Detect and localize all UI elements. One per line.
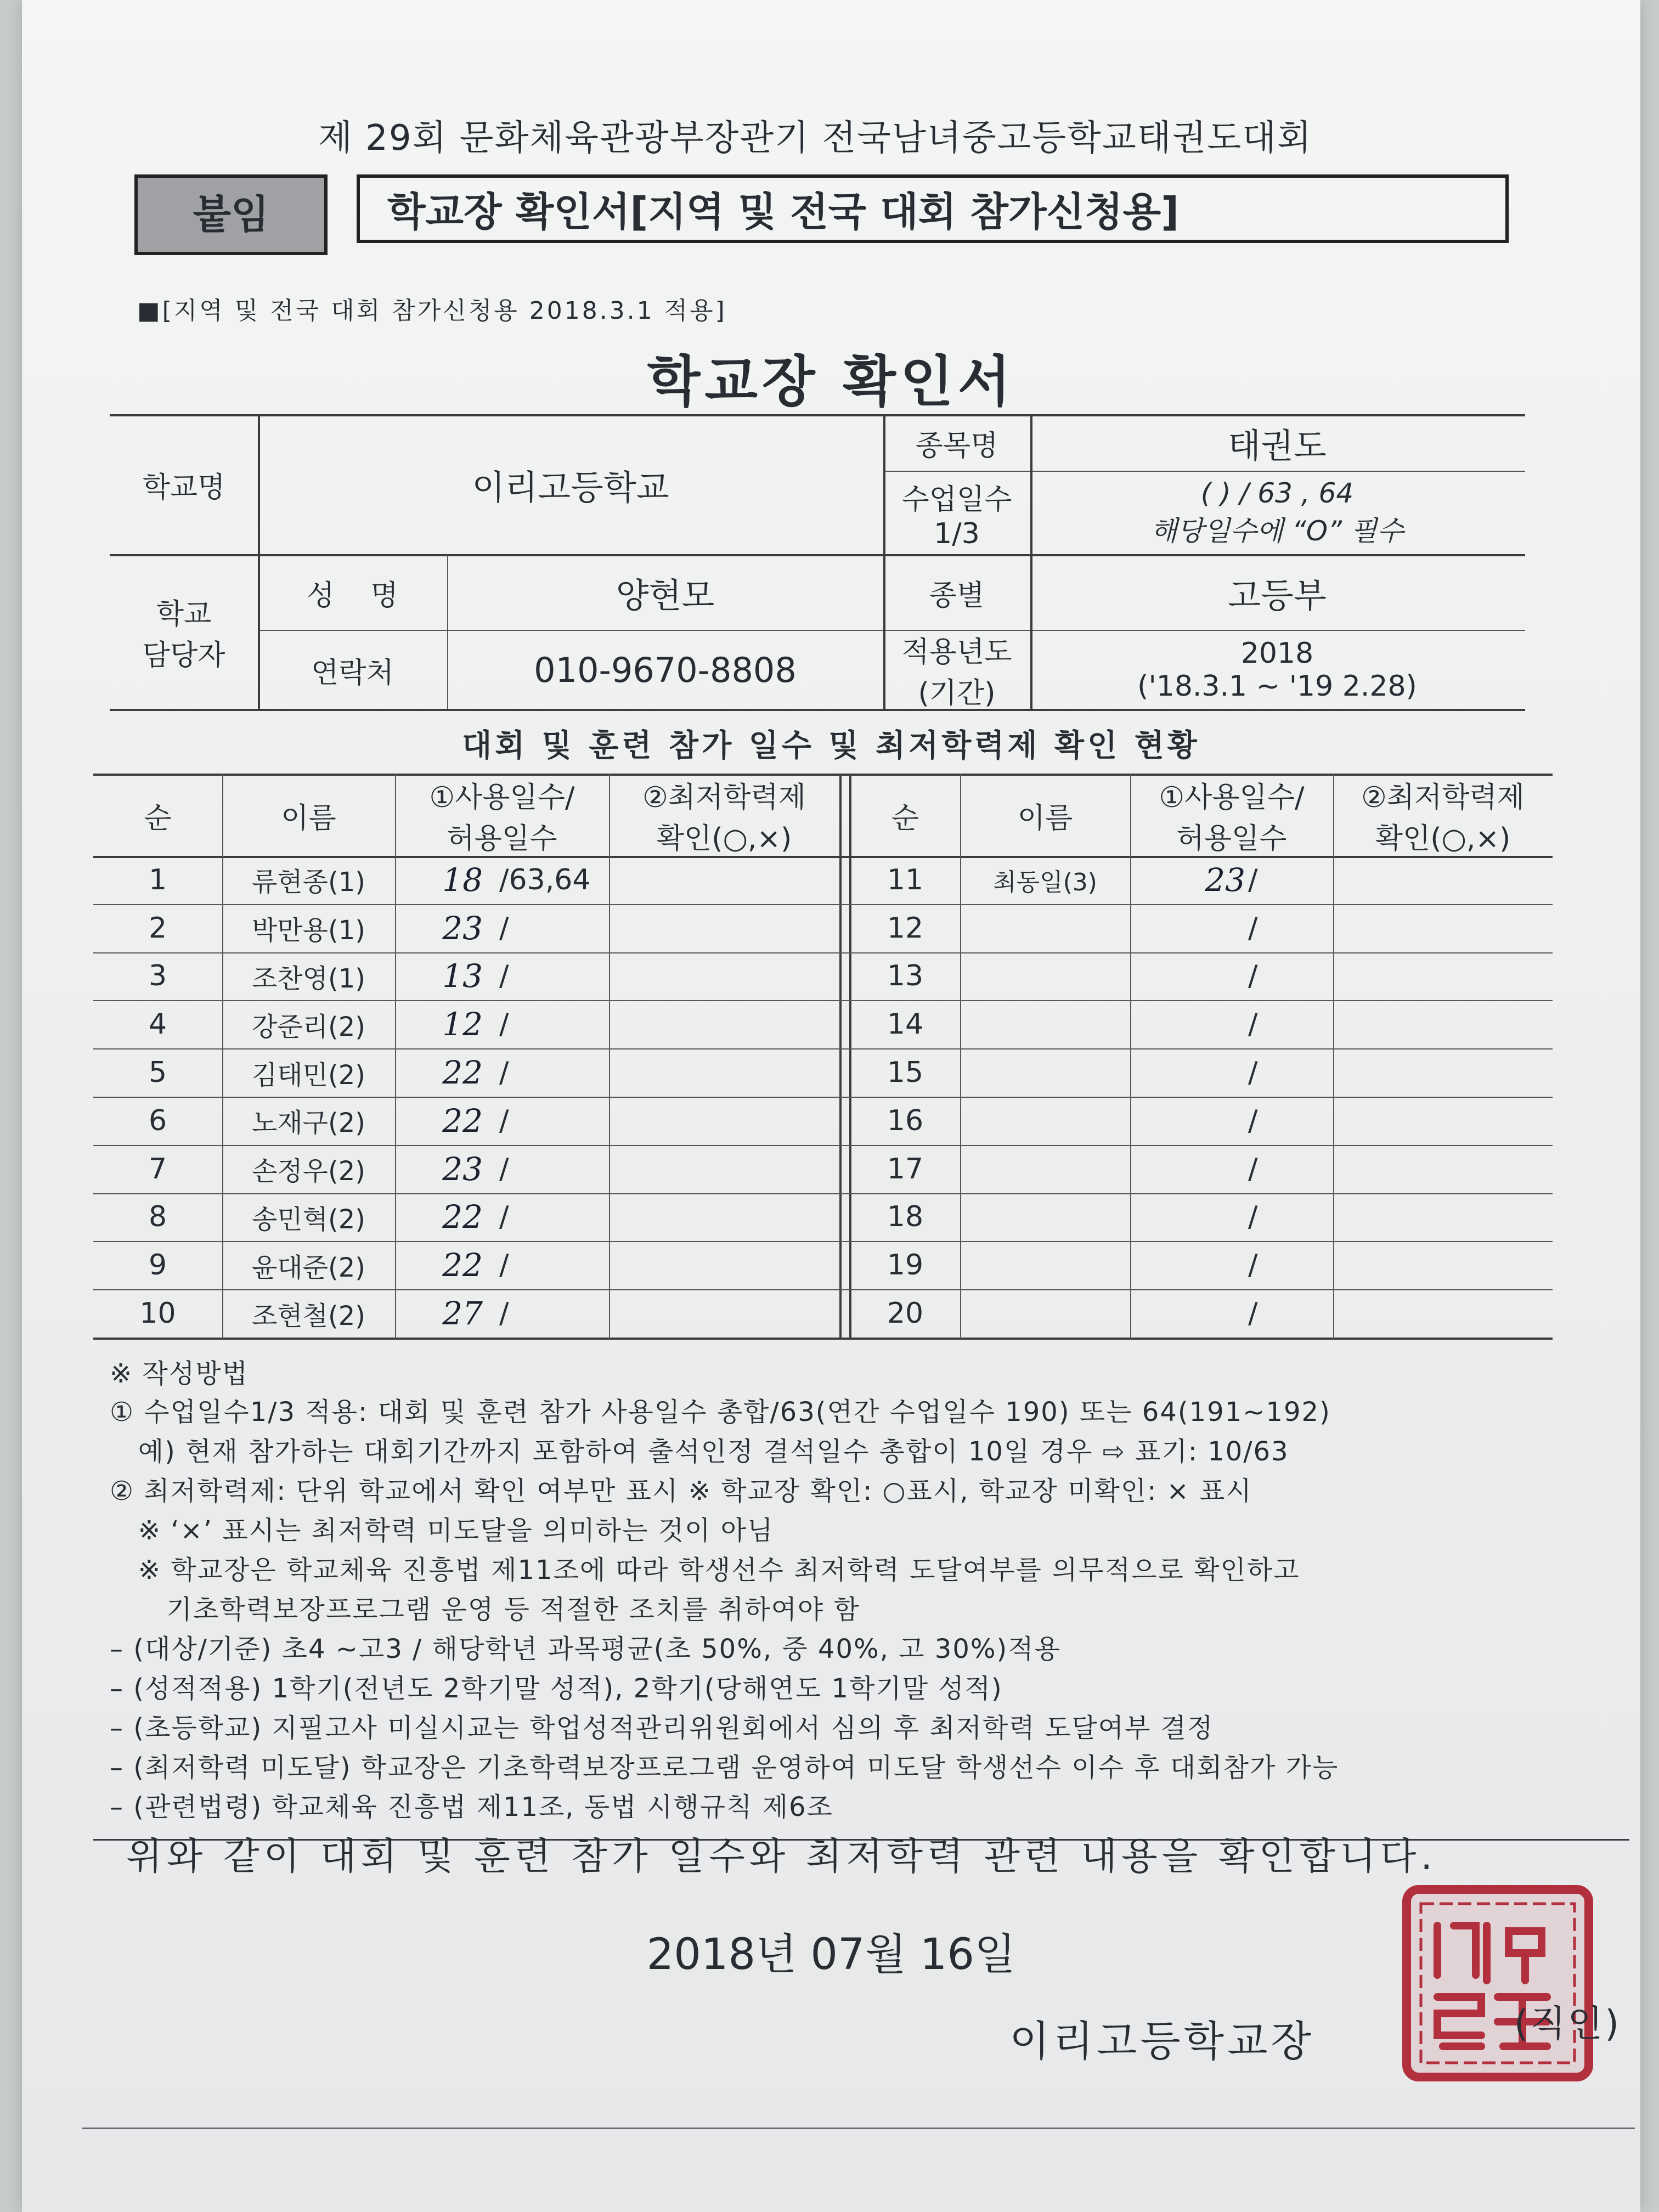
attachment-tag: 붙임 bbox=[134, 174, 328, 255]
row-number: 2 bbox=[148, 911, 167, 945]
document-title: 학교장 확인서 bbox=[647, 349, 1015, 414]
class-days-note: 해당일수에 “O” 필수 bbox=[1150, 515, 1404, 547]
used-days-handwritten bbox=[1130, 1241, 1245, 1289]
method-line: – (성적적용) 1학기(전년도 2학기말 성적), 2학기(당해연도 1학기말 성적) bbox=[110, 1673, 1003, 1704]
period-label bbox=[883, 631, 1030, 709]
contact-label-line2: 담당자 bbox=[142, 639, 225, 672]
class-days-label-line2: 1/3 bbox=[934, 517, 980, 550]
row-number: 11 bbox=[887, 863, 924, 896]
row-number: 7 bbox=[148, 1152, 167, 1186]
student-name: 손정우(2) bbox=[251, 1156, 366, 1187]
method-line: ② 최저학력제: 단위 학교에서 확인 여부만 표시 ※ 학교장 확인: ○표시, 학교장 미확인: × 표시 bbox=[110, 1476, 1252, 1506]
allowed-days: / bbox=[1248, 1297, 1258, 1330]
row-number: 13 bbox=[887, 960, 924, 993]
header-check-left-line2: 확인(○,×) bbox=[656, 822, 792, 855]
allowed-days: /63,64 bbox=[499, 863, 591, 896]
method-line: ※ 학교장은 학교체육 진흥법 제11조에 따라 학생선수 최저학력 도달여부를 의무적으로 확인하고 bbox=[110, 1555, 1300, 1585]
used-days-handwritten bbox=[1130, 1097, 1245, 1145]
row-number: 1 bbox=[148, 863, 167, 896]
school-name-value: 이리고등학교 bbox=[472, 467, 669, 507]
issue-date: 2018년 07월 16일 bbox=[646, 1930, 1016, 1979]
row-number: 20 bbox=[887, 1297, 924, 1330]
academic-check-cell bbox=[609, 952, 839, 1001]
header-days-left-line2: 허용일수 bbox=[447, 822, 557, 855]
allowed-days: / bbox=[1248, 1056, 1258, 1090]
academic-check-cell bbox=[1333, 1289, 1553, 1338]
used-days-handwritten: 22 bbox=[442, 1198, 483, 1236]
method-line: – (대상/기준) 초4 ~고3 / 해당학년 과목평균(초 50%, 중 40%, 고 30%)적용 bbox=[110, 1634, 1061, 1664]
row-number: 14 bbox=[887, 1008, 924, 1041]
allowed-days: / bbox=[499, 911, 509, 945]
phone-label: 연락처 bbox=[311, 656, 394, 690]
academic-check-cell bbox=[609, 856, 839, 904]
row-number: 17 bbox=[887, 1152, 924, 1186]
header-name-right: 이름 bbox=[1017, 802, 1073, 835]
row-number: 5 bbox=[148, 1056, 167, 1090]
student-name: 조찬영(1) bbox=[251, 963, 366, 994]
academic-check-cell bbox=[609, 904, 839, 952]
header-check-left-line1: ②최저학력제 bbox=[642, 781, 806, 814]
used-days-handwritten bbox=[1130, 1048, 1245, 1097]
period-range: ('18.3.1 ~ '19 2.28) bbox=[1137, 670, 1417, 703]
student-name: 송민혁(2) bbox=[251, 1204, 366, 1235]
row-number: 18 bbox=[887, 1200, 924, 1234]
allowed-days: / bbox=[1248, 1008, 1258, 1041]
student-name: 류현종(1) bbox=[251, 867, 366, 898]
row-number: 8 bbox=[148, 1200, 167, 1234]
academic-check-cell bbox=[609, 1000, 839, 1048]
allowed-days: / bbox=[1248, 911, 1258, 945]
division-value: 고등부 bbox=[1228, 575, 1327, 616]
confirmation-statement: 위와 같이 대회 및 훈련 참가 일수와 최저학력 관련 내용을 확인합니다. bbox=[126, 1835, 1437, 1878]
method-line: – (관련법령) 학교체육 진흥법 제11조, 동법 시행규칙 제6조 bbox=[110, 1792, 833, 1822]
event-value: 태권도 bbox=[1228, 426, 1327, 466]
header-check-right-line2: 확인(○,×) bbox=[1375, 822, 1511, 855]
row-number: 4 bbox=[148, 1008, 167, 1041]
student-name: 김태민(2) bbox=[251, 1059, 366, 1091]
class-days-label bbox=[883, 472, 1030, 554]
student-name: 강준리(2) bbox=[251, 1011, 366, 1042]
header-check-right bbox=[1333, 775, 1553, 856]
student-name bbox=[960, 1145, 1130, 1193]
row-number: 19 bbox=[887, 1249, 924, 1282]
academic-check-cell bbox=[609, 1048, 839, 1097]
header-days-right-line2: 허용일수 bbox=[1176, 822, 1287, 855]
student-name bbox=[960, 952, 1130, 1001]
division-label: 종별 bbox=[929, 579, 985, 612]
academic-check-cell bbox=[1333, 1241, 1553, 1289]
used-days-handwritten bbox=[1130, 1145, 1245, 1193]
allowed-days: / bbox=[499, 1056, 509, 1090]
header-no-left: 순 bbox=[144, 802, 172, 835]
period-label-line1: 적용년도 bbox=[901, 636, 1012, 669]
student-name: 박만용(1) bbox=[251, 915, 366, 946]
academic-check-cell bbox=[1333, 1193, 1553, 1242]
allowed-days: / bbox=[1248, 1152, 1258, 1186]
used-days-handwritten: 13 bbox=[442, 957, 483, 995]
used-days-handwritten: 23 bbox=[1205, 861, 1245, 899]
student-name bbox=[960, 1193, 1130, 1242]
event-label: 종목명 bbox=[915, 430, 998, 462]
contact-label-line1: 학교 bbox=[156, 598, 212, 631]
used-days-handwritten bbox=[1130, 1000, 1245, 1048]
used-days-handwritten bbox=[1130, 952, 1245, 1001]
student-name: 조현철(2) bbox=[251, 1300, 366, 1331]
header-check-left bbox=[609, 775, 839, 856]
method-line: – (초등학교) 지필고사 미실시교는 학업성적관리위원회에서 심의 후 최저학력 도달여부 결정 bbox=[110, 1713, 1214, 1743]
academic-check-cell bbox=[1333, 904, 1553, 952]
period-value bbox=[1030, 631, 1524, 709]
academic-check-cell bbox=[609, 1145, 839, 1193]
academic-check-cell bbox=[1333, 1145, 1553, 1193]
contact-label bbox=[110, 555, 258, 709]
period-year: 2018 bbox=[1240, 637, 1314, 670]
row-number: 3 bbox=[148, 960, 167, 993]
method-line: 기초학력보장프로그램 운영 등 적절한 조치를 취하여야 함 bbox=[110, 1594, 860, 1625]
student-name bbox=[960, 1241, 1130, 1289]
used-days-handwritten: 18 bbox=[442, 861, 483, 899]
form-title: 학교장 확인서[지역 및 전국 대회 참가신청용] bbox=[357, 174, 1509, 243]
header-days-left bbox=[395, 775, 609, 856]
allowed-days: / bbox=[499, 1297, 509, 1330]
section-title: 대회 및 훈련 참가 일수 및 최저학력제 확인 현황 bbox=[462, 728, 1200, 764]
allowed-days: / bbox=[499, 1200, 509, 1234]
academic-check-cell bbox=[609, 1289, 839, 1338]
student-name bbox=[960, 904, 1130, 952]
allowed-days: / bbox=[1248, 1104, 1258, 1137]
name-value: 양현모 bbox=[616, 575, 715, 616]
row-number: 16 bbox=[887, 1104, 924, 1137]
used-days-handwritten bbox=[1130, 1289, 1245, 1338]
allowed-days: / bbox=[1248, 863, 1258, 896]
seal-label: (직인) bbox=[1514, 2002, 1622, 2045]
used-days-handwritten bbox=[1130, 904, 1245, 952]
student-name: 최동일(3) bbox=[993, 868, 1097, 896]
student-name bbox=[960, 1000, 1130, 1048]
academic-check-cell bbox=[1333, 1097, 1553, 1145]
academic-check-cell bbox=[609, 1193, 839, 1242]
header-days-left-line1: ①사용일수/ bbox=[429, 781, 575, 814]
academic-check-cell bbox=[1333, 1000, 1553, 1048]
principal-name: 이리고등학교장 bbox=[1009, 2017, 1314, 2066]
header-check-right-line1: ②최저학력제 bbox=[1361, 781, 1525, 814]
school-name-label: 학교명 bbox=[142, 471, 225, 504]
academic-check-cell bbox=[1333, 952, 1553, 1001]
student-name: 노재구(2) bbox=[251, 1108, 366, 1139]
student-name bbox=[960, 1097, 1130, 1145]
used-days-handwritten: 23 bbox=[442, 1150, 483, 1188]
document-paper bbox=[22, 0, 1640, 2212]
allowed-days: / bbox=[1248, 1200, 1258, 1234]
name-label: 성 명 bbox=[307, 579, 398, 612]
header-name-left: 이름 bbox=[281, 802, 336, 835]
phone-value: 010-9670-8808 bbox=[534, 650, 797, 690]
used-days-handwritten: 27 bbox=[442, 1295, 483, 1333]
allowed-days: / bbox=[1248, 1249, 1258, 1282]
used-days-handwritten bbox=[1130, 1193, 1245, 1242]
allowed-days: / bbox=[1248, 960, 1258, 993]
academic-check-cell bbox=[1333, 1048, 1553, 1097]
student-name bbox=[960, 1048, 1130, 1097]
academic-check-cell bbox=[1333, 856, 1553, 904]
application-note: ■[지역 및 전국 대회 참가신청용 2018.3.1 적용] bbox=[137, 297, 727, 325]
academic-check-cell bbox=[609, 1097, 839, 1145]
allowed-days: / bbox=[499, 1104, 509, 1137]
student-name bbox=[960, 1289, 1130, 1338]
row-number: 15 bbox=[887, 1056, 924, 1090]
row-number: 10 bbox=[139, 1297, 176, 1330]
official-seal bbox=[1399, 1882, 1596, 2085]
used-days-handwritten: 12 bbox=[442, 1006, 483, 1043]
used-days-handwritten: 22 bbox=[442, 1102, 483, 1139]
class-days-label-line1: 수업일수 bbox=[901, 483, 1012, 516]
allowed-days: / bbox=[499, 1008, 509, 1041]
student-name: 윤대준(2) bbox=[251, 1252, 366, 1283]
academic-check-cell bbox=[609, 1241, 839, 1289]
allowed-days: / bbox=[499, 1152, 509, 1186]
method-line: ① 수업일수1/3 적용: 대회 및 훈련 참가 사용일수 총합/63(연간 수업일수 190) 또는 64(191~192) bbox=[110, 1397, 1331, 1427]
header-days-right-line1: ①사용일수/ bbox=[1159, 781, 1305, 814]
class-days-ratio: ( ) / 63 , 64 bbox=[1200, 477, 1354, 509]
row-number: 12 bbox=[887, 911, 924, 945]
allowed-days: / bbox=[499, 1249, 509, 1282]
row-number: 6 bbox=[148, 1104, 167, 1137]
method-line: ※ ‘×’ 표시는 최저학력 미도달을 의미하는 것이 아님 bbox=[110, 1515, 774, 1546]
method-line: 예) 현재 참가하는 대회기간까지 포함하여 출석인정 결석일수 총합이 10일 경우 ⇨ 표기: 10/63 bbox=[110, 1436, 1289, 1467]
row-number: 9 bbox=[148, 1249, 167, 1282]
allowed-days: / bbox=[499, 960, 509, 993]
used-days-handwritten: 22 bbox=[442, 1246, 483, 1284]
method-line: – (최저학력 미도달) 학교장은 기초학력보장프로그램 운영하여 미도달 학생선수 이수 후 대회참가 가능 bbox=[110, 1752, 1339, 1783]
header-no-right: 순 bbox=[891, 802, 919, 835]
used-days-handwritten: 23 bbox=[442, 909, 483, 947]
period-label-line2: (기간) bbox=[918, 677, 996, 710]
class-days-value bbox=[1030, 472, 1524, 554]
event-title: 제 29회 문화체육관광부장관기 전국남녀중고등학교태권도대회 bbox=[318, 118, 1312, 159]
used-days-handwritten: 22 bbox=[442, 1054, 483, 1092]
header-days-right bbox=[1130, 775, 1333, 856]
method-title: ※ 작성방법 bbox=[110, 1358, 249, 1389]
